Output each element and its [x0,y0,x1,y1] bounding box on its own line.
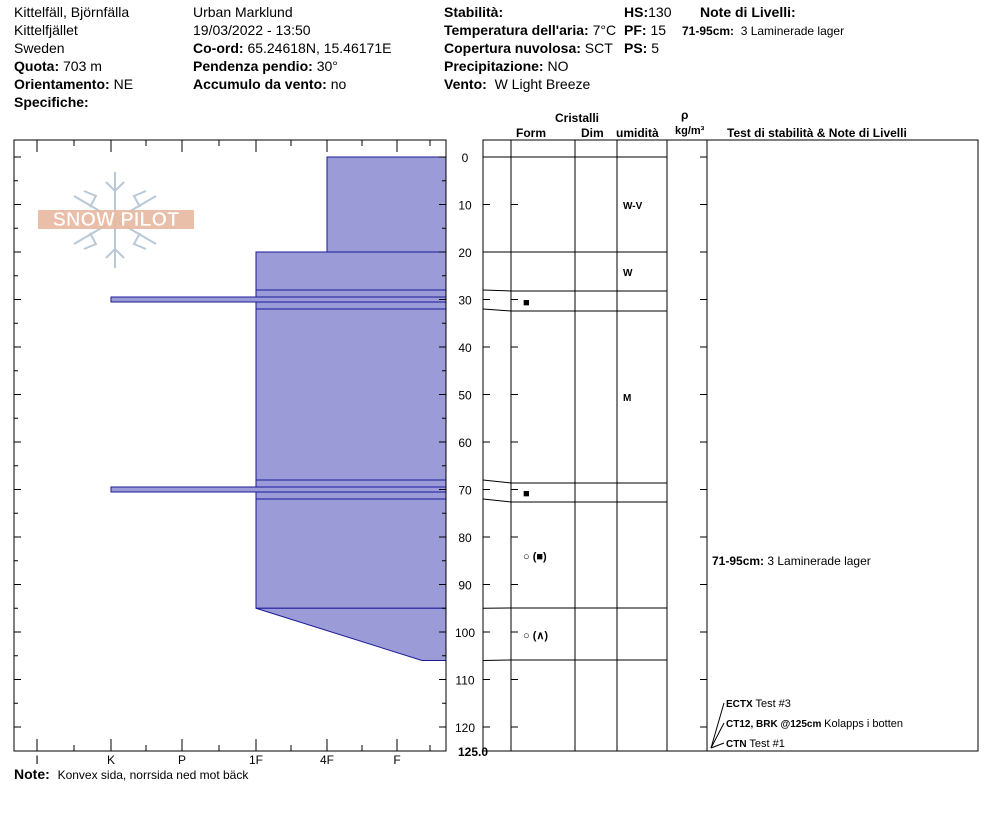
stability-test-1: CT12, BRK @125cm Kolapps i botten [726,718,904,730]
hardness-label: P [177,753,187,767]
stability-label: Stabilità: [444,4,504,20]
depth-label: 20 [458,246,472,260]
depth-label: 80 [458,531,472,545]
hardness-layer-6 [256,608,446,660]
thin-layer-0 [111,297,446,302]
moisture-label: W [623,268,633,279]
elevation: Quota: 703 m [14,58,102,74]
crystals-header: Cristalli [555,111,600,125]
layer-note-in-grid: 71-95cm: 3 Laminerade lager [712,554,871,568]
hardness-layer-3 [256,309,446,480]
layer-note: 71-95cm: 3 Laminerade lager [682,24,845,38]
stability-test-pointer [711,703,724,748]
pf: PF: 15 [624,22,667,38]
layer-connector [483,480,511,483]
depth-label: 90 [458,578,472,593]
air-temperature: Temperatura dell'aria: 7°C [444,22,617,38]
area: Kittelfjället [14,22,78,38]
density-unit: kg/m³ [675,125,705,137]
hardness-layer-5 [256,499,446,608]
layer-connector [483,290,511,291]
depth-bottom-label: 125.0 [457,745,489,759]
aspect: Orientamento: NE [14,76,134,92]
ps: PS: 5 [624,40,660,56]
hardness-label: 1F [248,753,264,767]
depth-label: 0 [461,151,469,165]
moisture-label: W-V [623,201,643,212]
depth-label: 110 [455,673,475,688]
hardness-layer-1 [256,252,446,290]
depth-label: 120 [454,721,476,735]
layer-connector [483,499,511,502]
snowpilot-logo [38,172,194,268]
depth-label: 100 [454,626,476,640]
depth-label: 60 [458,436,472,450]
stability-test-2: CTN Test #1 [726,738,785,750]
density-symbol: ρ [681,108,689,122]
location: Kittelfäll, Björnfälla [14,4,130,20]
precipitation: Precipitazione: NO [444,58,569,74]
hardness-label: F [393,753,401,767]
stability-test-0: ECTX Test #3 [726,698,791,710]
moisture-label: M [623,393,632,404]
moisture-header: umidità [616,126,659,140]
size-header: Dim [581,126,604,140]
coordinates: Co-ord: 65.24618N, 15.46171E [193,40,392,56]
layer-connector [483,309,511,311]
hs: HS:130 [624,4,672,20]
observer: Urban Marklund [193,4,293,20]
slope: Pendenza pendio: 30° [193,58,338,74]
cloud-cover: Copertura nuvolosa: SCT [444,40,613,56]
hardness-layer-0 [327,157,446,252]
depth-label: 50 [458,388,472,403]
logo-text: SNOW PILOT [52,209,180,231]
depth-label: 40 [458,341,472,355]
wind-loading: Accumulo da vento: no [193,76,347,92]
grain-form-symbol: ○ (∧) [523,630,549,642]
form-header: Form [516,126,546,140]
thin-layer-1 [111,487,446,492]
stability-notes-header: Test di stabilità & Note di Livelli [727,126,907,140]
wind: Vento: W Light Breeze [444,76,591,92]
grain-form-symbol: ○ (■) [523,551,547,563]
country: Sweden [14,40,65,56]
depth-label: 10 [458,198,472,213]
hardness-label: 4F [319,753,335,767]
hardness-label: K [106,753,116,767]
layer-connector [483,660,511,661]
depth-label: 30 [458,293,472,308]
grain-form-symbol: ■ [523,488,530,500]
stratigraphy-frame [483,140,978,751]
hardness-label: I [35,753,39,767]
grain-form-symbol: ■ [523,297,530,309]
datetime: 19/03/2022 - 13:50 [193,22,311,38]
notes: Note: Konvex sida, norrsida ned mot bäck [14,766,249,782]
layer-notes-label: Note di Livelli: [700,4,796,20]
specifics-label: Specifiche: [14,94,89,110]
depth-label: 70 [458,483,472,498]
